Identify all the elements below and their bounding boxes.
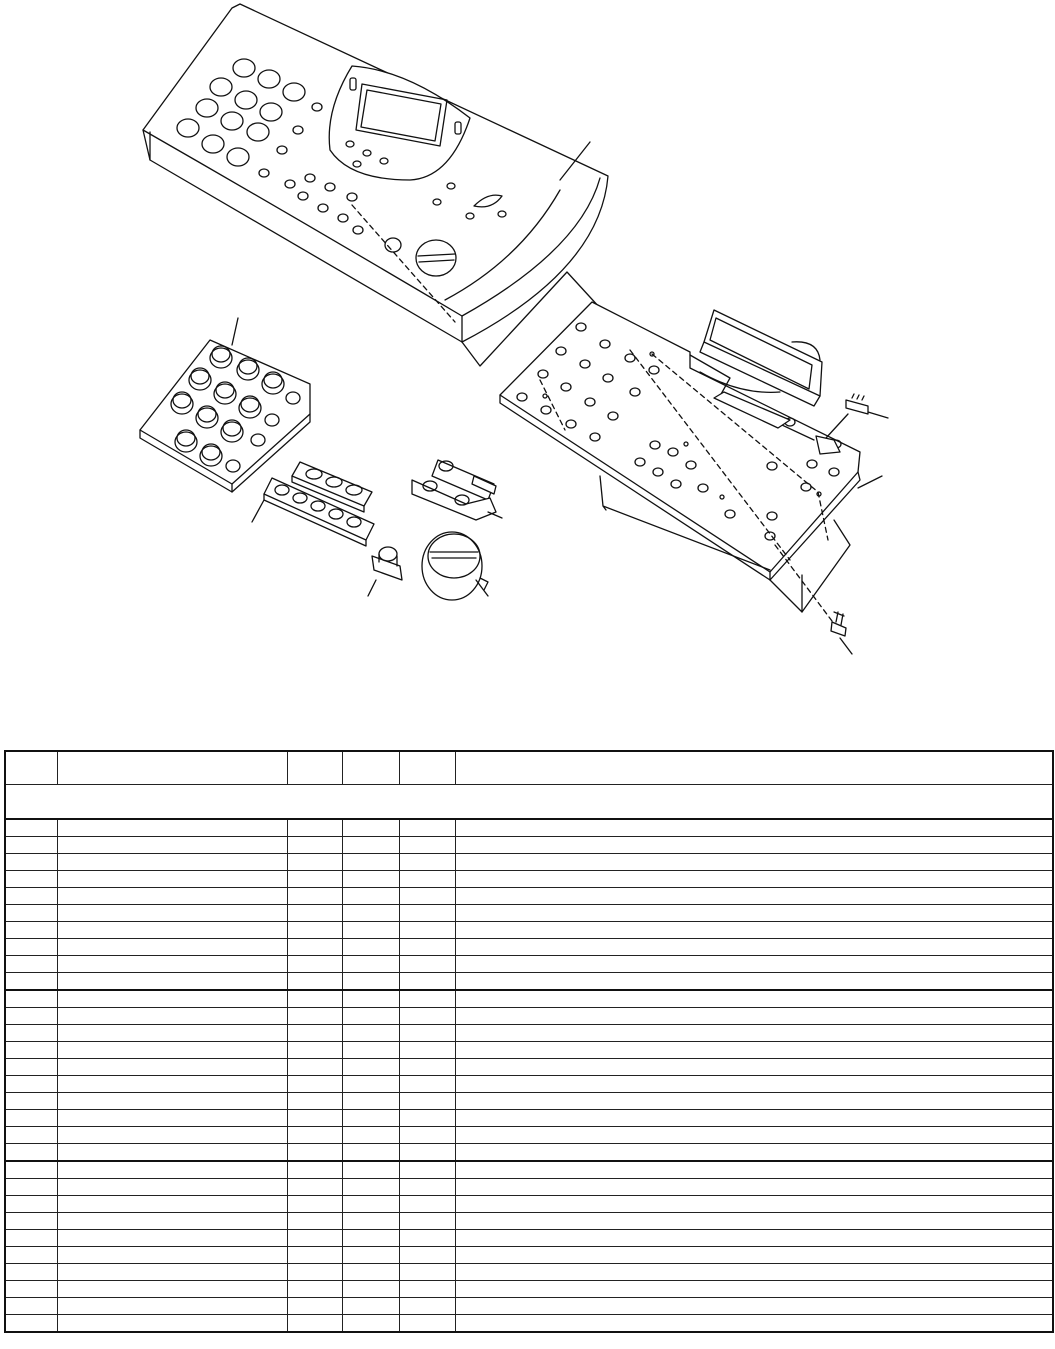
table-cell xyxy=(455,1008,1053,1025)
table-row xyxy=(5,1298,1053,1315)
table-row xyxy=(5,819,1053,837)
table-cell xyxy=(342,1196,399,1213)
table-cell xyxy=(287,1110,342,1127)
table-cell xyxy=(5,1281,57,1298)
table-cell xyxy=(455,1161,1053,1179)
table-cell xyxy=(287,1042,342,1059)
table-cell xyxy=(399,1093,455,1110)
table-cell xyxy=(287,939,342,956)
table-cell xyxy=(342,854,399,871)
table-cell xyxy=(287,1144,342,1162)
table-cell xyxy=(342,1093,399,1110)
table-cell xyxy=(5,819,57,837)
table-cell xyxy=(57,819,287,837)
table-cell xyxy=(342,819,399,837)
table-row xyxy=(5,1213,1053,1230)
table-cell xyxy=(455,1230,1053,1247)
table-cell xyxy=(399,973,455,991)
table-cell xyxy=(455,1110,1053,1127)
table-cell xyxy=(5,1247,57,1264)
table-cell xyxy=(5,1196,57,1213)
table-cell xyxy=(342,1264,399,1281)
table-cell xyxy=(57,1042,287,1059)
table-cell xyxy=(342,1059,399,1076)
table-cell xyxy=(399,1025,455,1042)
table-cell xyxy=(5,871,57,888)
table-cell xyxy=(287,1315,342,1333)
table-cell xyxy=(57,1161,287,1179)
table-cell xyxy=(342,1110,399,1127)
table-cell xyxy=(399,956,455,973)
table-cell xyxy=(287,990,342,1008)
single-button xyxy=(368,547,402,596)
table-cell xyxy=(5,1179,57,1196)
table-cell xyxy=(287,905,342,922)
table-cell xyxy=(455,1059,1053,1076)
table-cell xyxy=(57,1247,287,1264)
table-cell xyxy=(455,888,1053,905)
pcb-leader xyxy=(858,476,882,488)
table-cell xyxy=(5,1059,57,1076)
table-cell xyxy=(287,1179,342,1196)
table-cell xyxy=(399,1144,455,1162)
table-cell xyxy=(287,1213,342,1230)
table-cell xyxy=(57,1059,287,1076)
table-cell xyxy=(287,1230,342,1247)
header-cell xyxy=(5,751,57,785)
table-row xyxy=(5,1127,1053,1144)
table-cell xyxy=(455,956,1053,973)
table-cell xyxy=(5,1264,57,1281)
table-row xyxy=(5,871,1053,888)
table-cell xyxy=(342,1213,399,1230)
table-cell xyxy=(342,1281,399,1298)
table-cell xyxy=(57,1213,287,1230)
table-cell xyxy=(57,837,287,854)
table-cell xyxy=(5,956,57,973)
table-cell xyxy=(455,1247,1053,1264)
table-row xyxy=(5,973,1053,991)
table-cell xyxy=(57,990,287,1008)
table-cell xyxy=(287,1093,342,1110)
header-cell xyxy=(399,751,455,785)
table-cell xyxy=(287,1127,342,1144)
table-cell xyxy=(342,939,399,956)
table-cell xyxy=(57,1179,287,1196)
table-cell xyxy=(287,922,342,939)
table-cell xyxy=(399,1179,455,1196)
table-cell xyxy=(5,1110,57,1127)
table-cell xyxy=(399,888,455,905)
header-cell xyxy=(57,751,287,785)
table-cell xyxy=(399,1315,455,1333)
table-cell xyxy=(455,1264,1053,1281)
table-row xyxy=(5,1230,1053,1247)
table-cell xyxy=(455,1179,1053,1196)
table-cell xyxy=(57,871,287,888)
table-cell xyxy=(5,837,57,854)
table-cell xyxy=(5,1144,57,1162)
table-cell xyxy=(5,1076,57,1093)
table-cell xyxy=(455,1213,1053,1230)
table-cell xyxy=(5,1298,57,1315)
table-row xyxy=(5,905,1053,922)
table-cell xyxy=(455,939,1053,956)
table-cell xyxy=(455,1281,1053,1298)
table-row xyxy=(5,1042,1053,1059)
table-cell xyxy=(287,956,342,973)
table-row xyxy=(5,1076,1053,1093)
table-cell xyxy=(399,990,455,1008)
table-cell xyxy=(399,1298,455,1315)
table-cell xyxy=(399,1059,455,1076)
table-cell xyxy=(399,871,455,888)
dial-hole xyxy=(416,240,456,276)
table-cell xyxy=(399,1230,455,1247)
dial-knob xyxy=(422,532,488,600)
table-cell xyxy=(287,1298,342,1315)
table-cell xyxy=(399,1247,455,1264)
table-cell xyxy=(455,1025,1053,1042)
table-cell xyxy=(455,819,1053,837)
table-cell xyxy=(342,1230,399,1247)
table-cell xyxy=(57,1196,287,1213)
table-cell xyxy=(5,1008,57,1025)
table-cell xyxy=(342,922,399,939)
table-cell xyxy=(287,871,342,888)
table-cell xyxy=(287,1025,342,1042)
function-key-rubber-button xyxy=(252,462,374,546)
table-cell xyxy=(5,1127,57,1144)
table-cell xyxy=(399,922,455,939)
table-cell xyxy=(57,1093,287,1110)
header-cell xyxy=(342,751,399,785)
table-cell xyxy=(342,1247,399,1264)
table-cell xyxy=(5,973,57,991)
table-cell xyxy=(342,905,399,922)
table-cell xyxy=(342,871,399,888)
table-cell xyxy=(57,1315,287,1333)
table-cell xyxy=(5,1025,57,1042)
table-row xyxy=(5,1144,1053,1162)
table-cell xyxy=(287,1161,342,1179)
table-cell xyxy=(5,1315,57,1333)
table-cell xyxy=(5,905,57,922)
table-row xyxy=(5,1281,1053,1298)
table-row xyxy=(5,837,1053,854)
table-row xyxy=(5,990,1053,1008)
table-cell xyxy=(455,1127,1053,1144)
table-row xyxy=(5,1110,1053,1127)
table-row xyxy=(5,888,1053,905)
table-cell xyxy=(57,905,287,922)
header-cell xyxy=(287,751,342,785)
table-cell xyxy=(399,819,455,837)
table-cell xyxy=(342,990,399,1008)
section-title xyxy=(5,785,1053,820)
table-cell xyxy=(455,1042,1053,1059)
table-cell xyxy=(5,990,57,1008)
table-row xyxy=(5,1179,1053,1196)
table-cell xyxy=(342,837,399,854)
header-cell xyxy=(455,751,1053,785)
table-cell xyxy=(399,1042,455,1059)
table-cell xyxy=(287,1281,342,1298)
table-cell xyxy=(342,1315,399,1333)
table-row xyxy=(5,1025,1053,1042)
table-row xyxy=(5,1196,1053,1213)
table-cell xyxy=(287,1076,342,1093)
table-cell xyxy=(287,1264,342,1281)
table-cell xyxy=(287,888,342,905)
table-cell xyxy=(57,854,287,871)
small-key-rubber-button xyxy=(412,460,502,520)
table-cell xyxy=(399,1127,455,1144)
table-cell xyxy=(455,1315,1053,1333)
table-cell xyxy=(57,1008,287,1025)
table-row xyxy=(5,1161,1053,1179)
table-cell xyxy=(5,1042,57,1059)
table-cell xyxy=(287,1196,342,1213)
table-cell xyxy=(57,1144,287,1162)
table-cell xyxy=(399,1008,455,1025)
table-cell xyxy=(5,1093,57,1110)
table-cell xyxy=(342,1127,399,1144)
table-cell xyxy=(455,973,1053,991)
table-cell xyxy=(455,1144,1053,1162)
table-cell xyxy=(287,1008,342,1025)
table-row xyxy=(5,922,1053,939)
table-cell xyxy=(342,888,399,905)
table-row xyxy=(5,1093,1053,1110)
table-cell xyxy=(455,1196,1053,1213)
table-row xyxy=(5,1264,1053,1281)
table-cell xyxy=(399,1161,455,1179)
table-cell xyxy=(399,1213,455,1230)
connector xyxy=(816,394,888,454)
table-cell xyxy=(342,973,399,991)
table-cell xyxy=(57,1076,287,1093)
table-cell xyxy=(342,1161,399,1179)
table-cell xyxy=(399,939,455,956)
table-cell xyxy=(57,939,287,956)
table-cell xyxy=(57,1264,287,1281)
table-cell xyxy=(455,871,1053,888)
table-cell xyxy=(5,854,57,871)
table-cell xyxy=(342,956,399,973)
table-cell xyxy=(287,973,342,991)
table-cell xyxy=(342,1298,399,1315)
table-cell xyxy=(342,1076,399,1093)
table-cell xyxy=(399,1264,455,1281)
table-cell xyxy=(287,819,342,837)
table-cell xyxy=(57,888,287,905)
screw xyxy=(831,612,852,654)
table-cell xyxy=(342,1179,399,1196)
table-row xyxy=(5,1059,1053,1076)
table-cell xyxy=(287,854,342,871)
table-cell xyxy=(287,1247,342,1264)
table-cell xyxy=(5,888,57,905)
table-cell xyxy=(399,854,455,871)
table-cell xyxy=(57,1298,287,1315)
table-cell xyxy=(455,905,1053,922)
table-header-row xyxy=(5,751,1053,785)
table-cell xyxy=(455,837,1053,854)
table-cell xyxy=(5,1213,57,1230)
table-cell xyxy=(57,1281,287,1298)
table-cell xyxy=(399,837,455,854)
table-cell xyxy=(57,1127,287,1144)
table-cell xyxy=(57,1230,287,1247)
table-cell xyxy=(399,1110,455,1127)
table-cell xyxy=(342,1025,399,1042)
table-row xyxy=(5,1008,1053,1025)
table-cell xyxy=(399,1281,455,1298)
operation-panel-pcb xyxy=(500,302,860,625)
table-cell xyxy=(57,1025,287,1042)
table-cell xyxy=(57,922,287,939)
table-cell xyxy=(399,1196,455,1213)
table-cell xyxy=(455,854,1053,871)
table-cell xyxy=(455,1093,1053,1110)
table-cell xyxy=(342,1144,399,1162)
table-row xyxy=(5,1247,1053,1264)
front-cabinet xyxy=(143,4,608,342)
table-cell xyxy=(399,905,455,922)
ten-key-rubber-button xyxy=(140,318,310,492)
table-cell xyxy=(455,990,1053,1008)
table-cell xyxy=(342,1008,399,1025)
table-row xyxy=(5,1315,1053,1333)
section-title-row xyxy=(5,785,1053,820)
table-cell xyxy=(57,956,287,973)
table-cell xyxy=(342,1042,399,1059)
table-cell xyxy=(5,1161,57,1179)
table-cell xyxy=(5,1230,57,1247)
table-cell xyxy=(287,837,342,854)
table-cell xyxy=(5,939,57,956)
table-row xyxy=(5,854,1053,871)
table-cell xyxy=(399,1076,455,1093)
table-row xyxy=(5,939,1053,956)
parts-list-table xyxy=(4,750,1054,1333)
table-cell xyxy=(5,922,57,939)
table-cell xyxy=(455,922,1053,939)
table-cell xyxy=(57,1110,287,1127)
table-row xyxy=(5,956,1053,973)
table-cell xyxy=(455,1298,1053,1315)
table-cell xyxy=(455,1076,1053,1093)
table-cell xyxy=(287,1059,342,1076)
table-cell xyxy=(57,973,287,991)
